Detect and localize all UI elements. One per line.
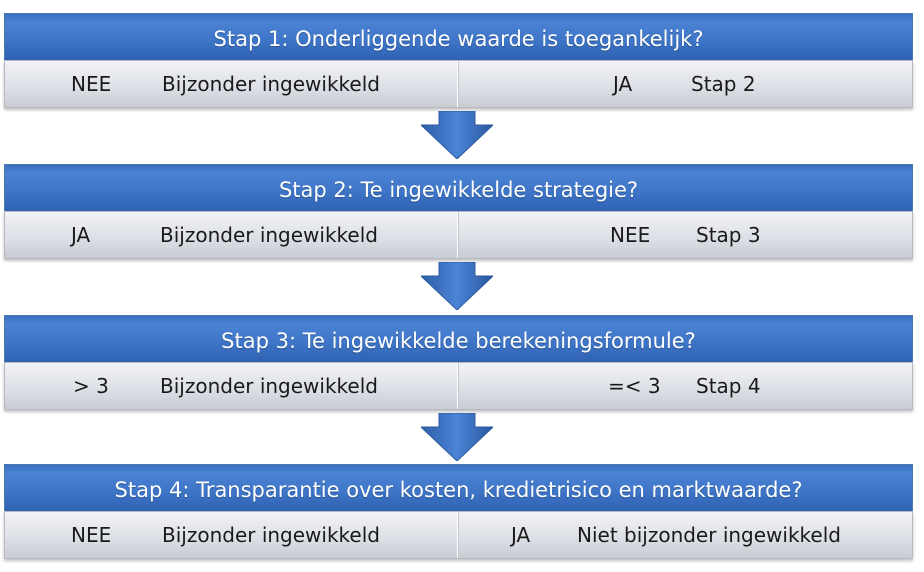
step-2-option-right [457,212,912,258]
step-3 [4,315,913,410]
step-3-left-result: Bijzonder ingewikkeld [160,374,378,398]
step-4-title: Stap 4: Transparantie over kosten, kredietrisico en marktwaarde? [4,464,913,511]
step-1-right-answer: JA [613,72,633,96]
step-2-left-result: Bijzonder ingewikkeld [160,223,378,247]
step-4 [4,464,913,559]
step-2-option-left [5,212,457,258]
step-3-option-left [5,363,457,409]
step-4-right-result: Niet bijzonder ingewikkeld [577,523,841,547]
step-4-left-answer: NEE [71,523,112,547]
step-1-right-result: Stap 2 [691,72,756,96]
step-2 [4,164,913,259]
step-2-right-answer: NEE [610,223,651,247]
step-1-left-answer: NEE [71,72,112,96]
step-4-option-left [5,512,457,558]
step-4-right-answer: JA [511,523,531,547]
step-1 [4,13,913,108]
down-arrow-icon-2 [421,262,493,310]
step-1-option-left [5,61,457,107]
step-3-options [4,362,913,410]
step-3-right-answer: =< 3 [608,374,661,398]
step-3-left-answer: > 3 [73,374,109,398]
step-4-option-right [457,512,912,558]
step-3-title: Stap 3: Te ingewikkelde berekeningsformule? [4,315,913,362]
down-arrow-icon-3 [421,413,493,461]
step-1-title: Stap 1: Onderliggende waarde is toegankelijk? [4,13,913,60]
step-3-right-result: Stap 4 [696,374,761,398]
step-1-option-right [457,61,912,107]
down-arrow-icon-1 [421,111,493,159]
step-1-options [4,60,913,108]
step-4-left-result: Bijzonder ingewikkeld [162,523,380,547]
step-2-left-answer: JA [71,223,91,247]
step-3-option-right [457,363,912,409]
step-2-right-result: Stap 3 [696,223,761,247]
step-2-options [4,211,913,259]
step-2-title: Stap 2: Te ingewikkelde strategie? [4,164,913,211]
step-1-left-result: Bijzonder ingewikkeld [162,72,380,96]
step-4-options [4,511,913,559]
